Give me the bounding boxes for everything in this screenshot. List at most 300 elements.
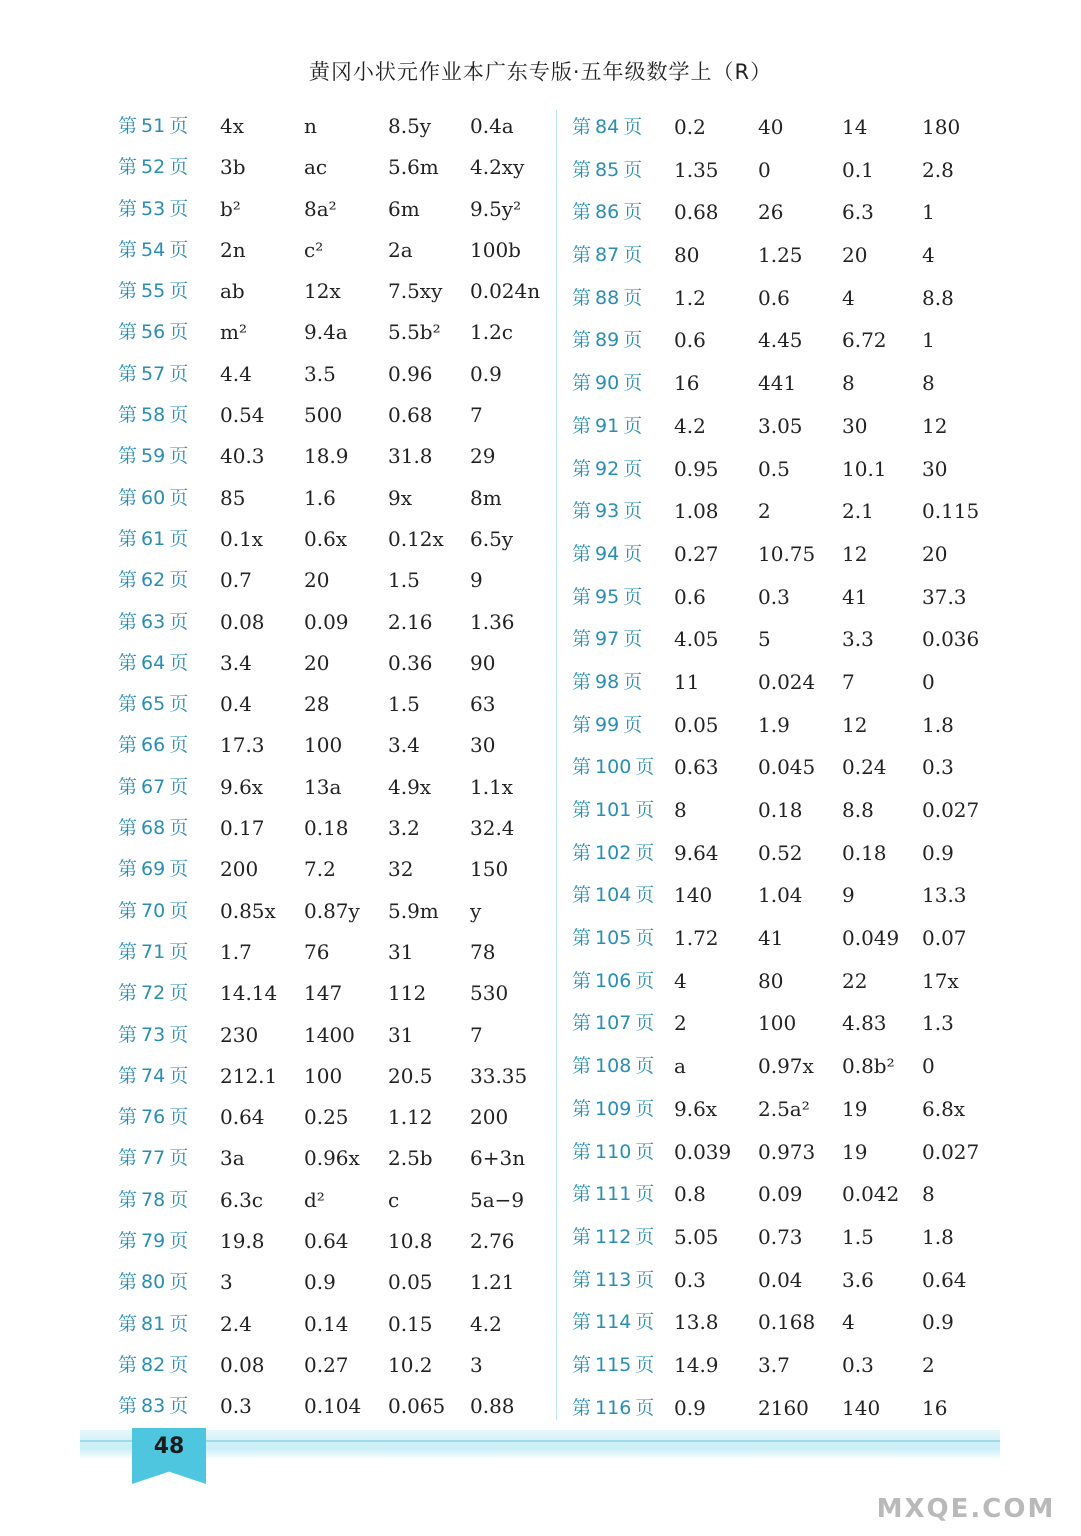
answer-value: 4.9x: [388, 774, 432, 799]
page-label-suffix: 页: [169, 527, 189, 550]
page-label: [572, 917, 654, 960]
page-label: [118, 684, 188, 725]
answer-value: 32.4: [470, 816, 515, 841]
answer-value: 85: [220, 485, 246, 510]
answer-row: [118, 436, 558, 477]
answer-row: [118, 767, 558, 808]
answer-row: [572, 106, 1002, 149]
page-label: [572, 1045, 654, 1088]
answer-value: 0.68: [674, 200, 719, 225]
page-label: [572, 1088, 654, 1131]
answer-row: [118, 1262, 558, 1303]
page-label: [118, 395, 188, 436]
page-label-suffix: 页: [169, 280, 189, 303]
answer-value: 0.9: [922, 1310, 954, 1335]
answer-value: 0.1: [842, 157, 874, 182]
page-label-number: 56: [141, 321, 166, 344]
answer-row: [572, 1301, 1002, 1344]
page-label-prefix: 第: [118, 734, 138, 757]
answer-value: 0.18: [304, 816, 349, 841]
page-label-suffix: 页: [623, 670, 643, 693]
answer-row: [572, 448, 1002, 491]
answer-value: c: [388, 1187, 400, 1212]
answer-value: 1.3: [922, 1011, 954, 1036]
answer-value: 11: [674, 669, 700, 694]
page-label-prefix: 第: [118, 115, 138, 137]
answer-value: 4: [674, 968, 687, 993]
answer-value: 200: [220, 857, 259, 882]
page-label-number: 90: [595, 372, 620, 395]
answer-value: 37.3: [922, 584, 967, 609]
page-label-number: 72: [141, 982, 166, 1005]
answer-value: 0.036: [922, 627, 980, 652]
page-label-suffix: 页: [623, 244, 643, 267]
answer-value: 7: [470, 403, 483, 428]
answer-value: 0.08: [220, 609, 265, 634]
answer-value: 40: [758, 115, 784, 139]
answer-value: 0.18: [758, 798, 803, 822]
page-label-number: 70: [141, 899, 166, 922]
page-label: [572, 362, 642, 405]
page-label-suffix: 页: [169, 486, 189, 509]
page-label-suffix: 页: [169, 321, 189, 344]
page-label-prefix: 第: [572, 500, 592, 523]
answer-value: 13.3: [922, 883, 967, 908]
page-label: [572, 1344, 654, 1387]
page-label: [572, 191, 642, 234]
page-label-suffix: 页: [623, 414, 643, 437]
page-label-prefix: 第: [118, 693, 138, 716]
page-label-prefix: 第: [118, 156, 138, 179]
page-label-prefix: 第: [572, 1268, 592, 1291]
answer-value: 26: [758, 200, 784, 225]
answer-row: [118, 1015, 558, 1056]
page-label-number: 113: [595, 1268, 632, 1291]
answer-value: 1.2: [674, 285, 706, 310]
page-label: [118, 189, 188, 230]
page-label-prefix: 第: [118, 858, 138, 881]
answer-row: [572, 704, 1002, 747]
answer-value: 6m: [388, 196, 420, 221]
answer-value: 90: [470, 650, 496, 675]
page-label-suffix: 页: [635, 799, 655, 821]
page-label-suffix: 页: [623, 116, 643, 138]
column-divider: [556, 110, 557, 1420]
answer-value: 100: [304, 733, 343, 758]
page-label: [118, 808, 188, 849]
answer-row: [572, 319, 1002, 362]
page-label: [118, 1262, 188, 1303]
answer-row: [118, 271, 558, 312]
page-label-prefix: 第: [118, 1230, 138, 1253]
answer-value: 0.64: [922, 1267, 967, 1292]
answer-value: 80: [674, 243, 700, 268]
answer-value: 4.45: [758, 328, 803, 353]
page-label-number: 67: [141, 775, 166, 798]
answer-row: [572, 832, 1002, 875]
answer-value: 19: [842, 1096, 868, 1121]
answer-value: ac: [304, 155, 328, 180]
answer-value: 10.2: [388, 1352, 433, 1377]
answer-value: 8.5y: [388, 114, 432, 138]
page-label-suffix: 页: [169, 1230, 189, 1253]
answer-row: [572, 1045, 1002, 1088]
page-label-suffix: 页: [169, 1188, 189, 1211]
page-label-suffix: 页: [169, 569, 189, 592]
page-label-prefix: 第: [118, 899, 138, 922]
page-label-number: 79: [141, 1230, 166, 1253]
answer-value: ab: [220, 279, 245, 304]
page-label: [572, 960, 654, 1003]
page-label: [572, 661, 642, 704]
page-label: [572, 533, 642, 576]
answer-value: 10.75: [758, 541, 816, 566]
page-label-suffix: 页: [635, 1396, 655, 1419]
page-header: 黄冈小状元作业本广东专版·五年级数学上（R）: [308, 60, 773, 84]
answer-value: 31.8: [388, 444, 433, 469]
answer-value: 0.6: [674, 328, 706, 353]
page-label-prefix: 第: [118, 1353, 138, 1376]
answer-value: 0.9: [470, 361, 502, 386]
answer-row: [118, 106, 558, 147]
page-label: [572, 746, 654, 789]
answer-value: 100b: [470, 237, 521, 262]
page-label-number: 60: [141, 486, 166, 509]
page-label-suffix: 页: [635, 1012, 655, 1035]
answer-value: 6.3: [842, 200, 874, 225]
answer-value: 0.1x: [220, 526, 264, 551]
page-label-suffix: 页: [169, 734, 189, 757]
answer-value: 1.9: [758, 712, 790, 737]
page-label: [118, 643, 188, 684]
answer-value: 0.7: [220, 568, 252, 593]
answer-value: 3b: [220, 155, 246, 180]
page-label-prefix: 第: [572, 116, 592, 138]
page-label: [572, 874, 654, 917]
page-label: [118, 354, 188, 395]
answer-row: [118, 1056, 558, 1097]
answer-value: 40.3: [220, 444, 265, 469]
answer-value: y: [470, 898, 482, 923]
page-label-prefix: 第: [572, 585, 592, 608]
answer-value: 0.68: [388, 403, 433, 428]
page-label-prefix: 第: [572, 244, 592, 267]
answer-value: 28: [304, 692, 330, 717]
answer-value: 31: [388, 939, 414, 964]
answer-row: [118, 932, 558, 973]
page-label-number: 114: [595, 1311, 632, 1334]
answer-value: 1.7: [220, 939, 252, 964]
answer-value: 5.5b²: [388, 320, 441, 345]
answer-value: 2.8: [922, 157, 954, 182]
answer-value: 1.8: [922, 1224, 954, 1249]
page-label-prefix: 第: [572, 713, 592, 736]
answer-value: 0.973: [758, 1139, 816, 1164]
answer-value: 0.36: [388, 650, 433, 675]
page-label-prefix: 第: [572, 1353, 592, 1376]
page-label: [118, 519, 188, 560]
answer-value: 0.14: [304, 1311, 349, 1336]
answer-value: 0.87y: [304, 898, 360, 923]
answer-row: [118, 519, 558, 560]
page-label-number: 71: [141, 940, 166, 963]
answer-value: 29: [470, 444, 496, 469]
page-label-number: 58: [141, 404, 166, 427]
page-number: 48: [153, 1434, 185, 1459]
answer-value: 1.35: [674, 157, 719, 182]
answer-value: 0.85x: [220, 898, 276, 923]
answer-value: 0: [922, 1054, 935, 1079]
page-label-number: 87: [595, 244, 620, 267]
answer-value: 3.6: [842, 1267, 874, 1292]
page-label-suffix: 页: [169, 775, 189, 798]
answer-value: 147: [304, 981, 343, 1006]
answer-value: 3: [470, 1352, 483, 1377]
page-label-prefix: 第: [118, 1271, 138, 1294]
answer-value: c²: [304, 237, 324, 262]
page-label-suffix: 页: [169, 940, 189, 963]
page-label-number: 64: [141, 651, 166, 674]
answer-value: 14: [842, 115, 868, 139]
page-label: [118, 106, 188, 147]
page-label-suffix: 页: [635, 1353, 655, 1376]
answer-value: 140: [842, 1395, 881, 1420]
answer-value: 1.04: [758, 883, 803, 908]
answer-value: 14.9: [674, 1352, 719, 1377]
page-label-prefix: 第: [572, 969, 592, 992]
answer-value: 10.8: [388, 1229, 433, 1254]
answer-value: 5.6m: [388, 155, 439, 180]
answer-value: 1.5: [388, 568, 420, 593]
answer-value: 0.2: [674, 115, 706, 139]
page-label: [572, 490, 642, 533]
answer-value: 100: [304, 1063, 343, 1088]
answer-value: 1.1x: [470, 774, 514, 799]
answer-value: 4.83: [842, 1011, 887, 1036]
answer-value: 0.042: [842, 1182, 900, 1207]
page-label-suffix: 页: [623, 329, 643, 352]
answer-row: [572, 533, 1002, 576]
answer-row: [572, 1387, 1002, 1430]
answer-value: 1.36: [470, 609, 515, 634]
answer-value: 12: [842, 712, 868, 737]
answer-value: 2.16: [388, 609, 433, 634]
page-label: [572, 149, 642, 192]
page-label-prefix: 第: [572, 1183, 592, 1206]
page-label-suffix: 页: [635, 1311, 655, 1334]
page-label-prefix: 第: [572, 799, 592, 821]
page-label-prefix: 第: [572, 927, 592, 950]
page-label-prefix: 第: [118, 1064, 138, 1087]
answer-value: 7.2: [304, 857, 336, 882]
page-label-suffix: 页: [169, 156, 189, 179]
page-label-suffix: 页: [623, 713, 643, 736]
page-label-number: 105: [595, 927, 632, 950]
page-label-prefix: 第: [572, 542, 592, 565]
page-label: [572, 319, 642, 362]
page-label-number: 102: [595, 841, 632, 864]
page-label-suffix: 页: [635, 969, 655, 992]
page-label-prefix: 第: [572, 372, 592, 395]
answer-value: 17.3: [220, 733, 265, 758]
answer-row: [572, 277, 1002, 320]
page-label-prefix: 第: [572, 457, 592, 480]
page-label-suffix: 页: [623, 542, 643, 565]
answer-value: 2.4: [220, 1311, 252, 1336]
answer-value: 20: [842, 243, 868, 268]
answer-row: [572, 234, 1002, 277]
answer-value: 9.5y²: [470, 196, 522, 221]
answer-value: 9.64: [674, 840, 719, 865]
page-label-prefix: 第: [118, 982, 138, 1005]
answer-value: 500: [304, 403, 343, 428]
answer-value: 441: [758, 371, 797, 396]
answer-value: 1.21: [470, 1270, 515, 1295]
page-label-number: 97: [595, 628, 620, 651]
page-label: [118, 312, 188, 353]
page-label-number: 95: [595, 585, 620, 608]
page-label: [572, 1301, 654, 1344]
page-label: [572, 448, 642, 491]
page-label-prefix: 第: [572, 329, 592, 352]
page-label: [118, 1015, 188, 1056]
answer-value: 2.5b: [388, 1146, 433, 1171]
page-label: [118, 1345, 188, 1386]
answer-value: 13.8: [674, 1310, 719, 1335]
page-label-number: 74: [141, 1064, 166, 1087]
answer-value: 2: [922, 1352, 935, 1377]
page-label-prefix: 第: [118, 1023, 138, 1046]
answer-value: 18.9: [304, 444, 349, 469]
answer-value: n: [304, 114, 317, 138]
page-label-number: 78: [141, 1188, 166, 1211]
page-label-prefix: 第: [118, 321, 138, 344]
answer-value: 2: [758, 499, 771, 524]
answer-value: 10.1: [842, 456, 887, 481]
answer-value: 1: [922, 200, 935, 225]
answer-value: 2a: [388, 237, 413, 262]
answer-value: 6.8x: [922, 1096, 966, 1121]
answer-value: 8: [674, 798, 687, 822]
answer-value: 100: [758, 1011, 797, 1036]
page-label: [118, 1386, 188, 1427]
answer-value: 32: [388, 857, 414, 882]
answer-value: 3.5: [304, 361, 336, 386]
answer-value: 0.05: [388, 1270, 433, 1295]
page-label-suffix: 页: [169, 817, 189, 840]
answer-value: 3.4: [388, 733, 420, 758]
page-label-prefix: 第: [572, 1140, 592, 1163]
answer-value: 9.6x: [674, 1096, 718, 1121]
answer-value: 20: [304, 650, 330, 675]
answer-value: 6.5y: [470, 526, 514, 551]
answer-value: 0.115: [922, 499, 980, 524]
answer-value: 2.5a²: [758, 1096, 810, 1121]
answer-row: [118, 725, 558, 766]
page-label-prefix: 第: [572, 1097, 592, 1120]
answer-value: 20.5: [388, 1063, 433, 1088]
answer-value: 0.17: [220, 816, 265, 841]
page-label-number: 62: [141, 569, 166, 592]
answer-value: 0.09: [304, 609, 349, 634]
page-label-suffix: 页: [635, 756, 655, 779]
answer-value: 0.039: [674, 1139, 732, 1164]
answer-value: 1.5: [388, 692, 420, 717]
answer-value: 41: [842, 584, 868, 609]
answer-value: 1.25: [758, 243, 803, 268]
answer-row: [118, 354, 558, 395]
answer-value: 0.6x: [304, 526, 348, 551]
answer-value: 8: [842, 371, 855, 396]
page-label-number: 116: [595, 1396, 632, 1419]
answer-value: 2: [674, 1011, 687, 1036]
page-label-number: 59: [141, 445, 166, 468]
answer-value: 3.7: [758, 1352, 790, 1377]
answer-value: 0.168: [758, 1310, 816, 1335]
page-label: [572, 1259, 654, 1302]
page-label-number: 115: [595, 1353, 632, 1376]
answer-row: [572, 1344, 1002, 1387]
answer-value: 0.24: [842, 755, 887, 780]
page-label-suffix: 页: [623, 585, 643, 608]
page-label-suffix: 页: [635, 1140, 655, 1163]
page-label-suffix: 页: [169, 445, 189, 468]
answer-value: 0.73: [758, 1224, 803, 1249]
answer-value: 1.8: [922, 712, 954, 737]
answer-value: 2160: [758, 1395, 809, 1420]
page-label-number: 53: [141, 197, 166, 220]
answer-value: 4: [842, 1310, 855, 1335]
footer-band: [80, 1430, 1000, 1460]
answer-value: 140: [674, 883, 713, 908]
answer-row: [118, 891, 558, 932]
answer-value: 0.05: [674, 712, 719, 737]
page-label-prefix: 第: [118, 1395, 138, 1418]
answer-column-left: [118, 106, 558, 1428]
answer-value: b²: [220, 196, 241, 221]
page-label-number: 89: [595, 329, 620, 352]
page-label-number: 76: [141, 1106, 166, 1129]
page-label-prefix: 第: [118, 445, 138, 468]
page-label: [118, 147, 188, 188]
page-label-suffix: 页: [169, 899, 189, 922]
answer-value: 0.3: [758, 584, 790, 609]
page-label-prefix: 第: [118, 1312, 138, 1335]
page-label-number: 88: [595, 286, 620, 309]
page-label: [572, 832, 654, 875]
answer-value: 0.12x: [388, 526, 444, 551]
page-label-prefix: 第: [118, 404, 138, 427]
page-label: [572, 1173, 654, 1216]
page-label-number: 112: [595, 1225, 632, 1248]
page-label: [572, 106, 642, 149]
answer-value: 212.1: [220, 1063, 278, 1088]
page-label-number: 85: [595, 158, 620, 181]
page-label-prefix: 第: [118, 1106, 138, 1129]
answer-value: 2n: [220, 237, 246, 262]
page-label-number: 77: [141, 1147, 166, 1170]
page-label: [118, 1221, 188, 1262]
answer-value: 0.07: [922, 926, 967, 951]
page-label-number: 92: [595, 457, 620, 480]
page-label: [572, 704, 642, 747]
page-label-suffix: 页: [635, 1268, 655, 1291]
page-label-suffix: 页: [635, 927, 655, 950]
answer-value: 12: [842, 541, 868, 566]
answer-row: [572, 960, 1002, 1003]
page-label: [118, 849, 188, 890]
page-label-prefix: 第: [572, 1225, 592, 1248]
